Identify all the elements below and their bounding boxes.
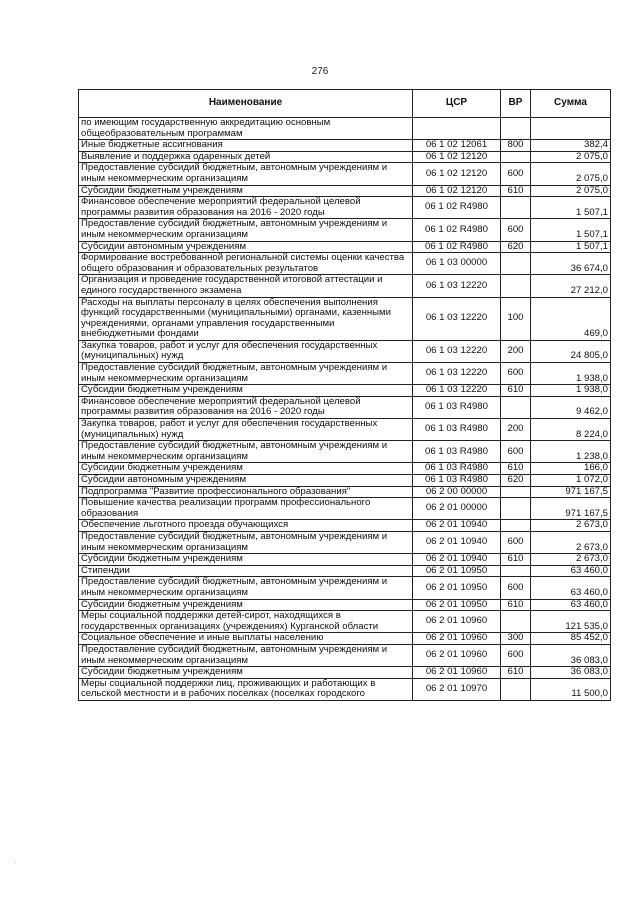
row-code-cell: 06 1 03 12220 bbox=[413, 297, 501, 340]
row-sum-cell: 2 075,0 bbox=[531, 185, 611, 197]
row-code-cell: 06 1 03 00000 bbox=[413, 253, 501, 275]
table-row bbox=[79, 633, 611, 645]
budget-table bbox=[78, 89, 611, 701]
row-name-cell: Организация и проведение государственной итоговой аттестации и единого государственного экзамена bbox=[79, 275, 413, 297]
table-row bbox=[79, 118, 611, 140]
row-vr-cell bbox=[501, 520, 531, 532]
row-name-cell: Расходы на выплаты персоналу в целях обеспечения выполнения функций государственными (муниципальными) органами, казенными учреждениями, органами управления государственными внебюджетными фондами bbox=[79, 297, 413, 340]
row-sum-cell: 2 075,0 bbox=[531, 151, 611, 163]
row-sum-cell: 63 460,0 bbox=[531, 599, 611, 611]
row-name-cell: Формирование востребованной региональной системы оценки качества общего образования и образовательных результатов bbox=[79, 253, 413, 275]
table-header-row bbox=[79, 90, 611, 118]
table-row bbox=[79, 396, 611, 418]
header-sum: Сумма bbox=[531, 90, 611, 118]
row-name-cell: Субсидии бюджетным учреждениям bbox=[79, 385, 413, 397]
row-name-cell: по имеющим государственную аккредитацию основным общеобразовательным программам bbox=[79, 118, 413, 140]
table-row bbox=[79, 486, 611, 498]
row-vr-cell: 600 bbox=[501, 644, 531, 666]
table-row bbox=[79, 554, 611, 566]
row-code-cell: 06 2 01 10940 bbox=[413, 531, 501, 553]
table-row bbox=[79, 565, 611, 577]
row-sum-cell: 85 452,0 bbox=[531, 633, 611, 645]
row-vr-cell: 610 bbox=[501, 185, 531, 197]
row-code-cell: 06 2 01 10950 bbox=[413, 565, 501, 577]
table-row bbox=[79, 363, 611, 385]
margin-mark: · bbox=[14, 858, 17, 867]
row-name-cell: Субсидии бюджетным учреждениям bbox=[79, 667, 413, 679]
row-code-cell: 06 1 02 12120 bbox=[413, 151, 501, 163]
row-code-cell: 06 1 03 R4980 bbox=[413, 396, 501, 418]
row-name-cell: Меры социальной поддержки лиц, проживающих и работающих в сельской местности и в рабочих поселках (поселках городского bbox=[79, 678, 413, 700]
row-name-cell: Предоставление субсидий бюджетным, автономным учреждениям и иным некоммерческим организациям bbox=[79, 577, 413, 599]
row-sum-cell: 36 674,0 bbox=[531, 253, 611, 275]
row-name-cell: Предоставление субсидий бюджетным, автономным учреждениям и иным некоммерческим организациям bbox=[79, 441, 413, 463]
table-row bbox=[79, 475, 611, 487]
row-vr-cell: 610 bbox=[501, 667, 531, 679]
row-code-cell: 06 1 02 R4980 bbox=[413, 219, 501, 241]
table-row bbox=[79, 275, 611, 297]
row-sum-cell: 1 938,0 bbox=[531, 385, 611, 397]
row-code-cell: 06 1 02 R4980 bbox=[413, 197, 501, 219]
row-sum-cell bbox=[531, 118, 611, 140]
row-code-cell: 06 1 03 R4980 bbox=[413, 441, 501, 463]
row-vr-cell bbox=[501, 486, 531, 498]
row-vr-cell bbox=[501, 151, 531, 163]
table-row bbox=[79, 611, 611, 633]
row-name-cell: Стипендии bbox=[79, 565, 413, 577]
row-vr-cell bbox=[501, 118, 531, 140]
header-code: ЦСР bbox=[413, 90, 501, 118]
row-sum-cell: 63 460,0 bbox=[531, 565, 611, 577]
row-vr-cell bbox=[501, 565, 531, 577]
row-sum-cell: 24 805,0 bbox=[531, 340, 611, 362]
row-name-cell: Закупка товаров, работ и услуг для обеспечения государственных (муниципальных) нужд bbox=[79, 419, 413, 441]
table-row bbox=[79, 253, 611, 275]
row-sum-cell: 36 083,0 bbox=[531, 667, 611, 679]
table-row bbox=[79, 577, 611, 599]
row-sum-cell: 8 224,0 bbox=[531, 419, 611, 441]
row-sum-cell: 971 167,5 bbox=[531, 486, 611, 498]
row-code-cell: 06 2 01 10960 bbox=[413, 644, 501, 666]
page-number: 276 bbox=[311, 66, 329, 77]
row-code-cell: 06 2 01 10950 bbox=[413, 577, 501, 599]
row-vr-cell bbox=[501, 197, 531, 219]
row-vr-cell: 800 bbox=[501, 140, 531, 152]
row-code-cell bbox=[413, 118, 501, 140]
row-name-cell: Иные бюджетные ассигнования bbox=[79, 140, 413, 152]
row-sum-cell: 1 072,0 bbox=[531, 475, 611, 487]
row-code-cell: 06 1 03 R4980 bbox=[413, 463, 501, 475]
row-sum-cell: 27 212,0 bbox=[531, 275, 611, 297]
row-name-cell: Субсидии автономным учреждениям bbox=[79, 241, 413, 253]
table-row bbox=[79, 219, 611, 241]
row-vr-cell bbox=[501, 253, 531, 275]
row-name-cell: Субсидии бюджетным учреждениям bbox=[79, 599, 413, 611]
row-name-cell: Меры социальной поддержки детей-сирот, находящихся в государственных организациях (учреждениях) Курганской области bbox=[79, 611, 413, 633]
table-row bbox=[79, 441, 611, 463]
row-vr-cell: 600 bbox=[501, 441, 531, 463]
row-code-cell: 06 1 02 12120 bbox=[413, 185, 501, 197]
table-row bbox=[79, 531, 611, 553]
row-sum-cell: 1 507,1 bbox=[531, 219, 611, 241]
row-vr-cell: 620 bbox=[501, 475, 531, 487]
row-code-cell: 06 1 02 R4980 bbox=[413, 241, 501, 253]
row-vr-cell bbox=[501, 396, 531, 418]
row-vr-cell: 610 bbox=[501, 599, 531, 611]
row-code-cell: 06 2 01 10960 bbox=[413, 667, 501, 679]
table-row bbox=[79, 498, 611, 520]
row-name-cell: Субсидии бюджетным учреждениям bbox=[79, 185, 413, 197]
table-row bbox=[79, 678, 611, 700]
row-name-cell: Субсидии бюджетным учреждениям bbox=[79, 554, 413, 566]
row-code-cell: 06 2 01 10960 bbox=[413, 611, 501, 633]
table-row bbox=[79, 297, 611, 340]
row-name-cell: Подпрограмма "Развитие профессионального образования" bbox=[79, 486, 413, 498]
table-row bbox=[79, 644, 611, 666]
table-row bbox=[79, 241, 611, 253]
row-vr-cell: 620 bbox=[501, 241, 531, 253]
row-name-cell: Предоставление субсидий бюджетным, автономным учреждениям и иным некоммерческим организациям bbox=[79, 163, 413, 185]
row-vr-cell bbox=[501, 611, 531, 633]
row-vr-cell bbox=[501, 275, 531, 297]
row-code-cell: 06 1 03 R4980 bbox=[413, 475, 501, 487]
row-code-cell: 06 2 01 10950 bbox=[413, 599, 501, 611]
row-sum-cell: 166,0 bbox=[531, 463, 611, 475]
row-name-cell: Повышение качества реализации программ профессионального образования bbox=[79, 498, 413, 520]
row-vr-cell: 600 bbox=[501, 219, 531, 241]
row-sum-cell: 9 462,0 bbox=[531, 396, 611, 418]
row-code-cell: 06 1 03 12220 bbox=[413, 275, 501, 297]
row-code-cell: 06 2 00 00000 bbox=[413, 486, 501, 498]
row-name-cell: Финансовое обеспечение мероприятий федеральной целевой программы развития образования на 2016 - 2020 годы bbox=[79, 396, 413, 418]
table-row bbox=[79, 140, 611, 152]
row-name-cell: Предоставление субсидий бюджетным, автономным учреждениям и иным некоммерческим организациям bbox=[79, 644, 413, 666]
row-sum-cell: 2 673,0 bbox=[531, 531, 611, 553]
table-row bbox=[79, 340, 611, 362]
row-name-cell: Предоставление субсидий бюджетным, автономным учреждениям и иным некоммерческим организациям bbox=[79, 531, 413, 553]
row-code-cell: 06 2 01 10940 bbox=[413, 554, 501, 566]
row-code-cell: 06 2 01 10970 bbox=[413, 678, 501, 700]
header-vr: ВР bbox=[501, 90, 531, 118]
row-vr-cell: 200 bbox=[501, 419, 531, 441]
row-vr-cell bbox=[501, 678, 531, 700]
row-sum-cell: 63 460,0 bbox=[531, 577, 611, 599]
row-vr-cell bbox=[501, 498, 531, 520]
row-name-cell: Предоставление субсидий бюджетным, автономным учреждениям и иным некоммерческим организациям bbox=[79, 363, 413, 385]
table-row bbox=[79, 185, 611, 197]
row-vr-cell: 200 bbox=[501, 340, 531, 362]
row-vr-cell: 600 bbox=[501, 531, 531, 553]
row-sum-cell: 1 938,0 bbox=[531, 363, 611, 385]
row-name-cell: Обеспечение льготного проезда обучающихся bbox=[79, 520, 413, 532]
row-sum-cell: 2 673,0 bbox=[531, 554, 611, 566]
row-name-cell: Закупка товаров, работ и услуг для обеспечения государственных (муниципальных) нужд bbox=[79, 340, 413, 362]
row-code-cell: 06 2 01 00000 bbox=[413, 498, 501, 520]
table-row bbox=[79, 419, 611, 441]
row-vr-cell: 610 bbox=[501, 385, 531, 397]
row-name-cell: Выявление и поддержка одаренных детей bbox=[79, 151, 413, 163]
header-name: Наименование bbox=[79, 90, 413, 118]
row-sum-cell: 11 500,0 bbox=[531, 678, 611, 700]
row-code-cell: 06 1 03 R4980 bbox=[413, 419, 501, 441]
row-sum-cell: 36 083,0 bbox=[531, 644, 611, 666]
row-name-cell: Предоставление субсидий бюджетным, автономным учреждениям и иным некоммерческим организациям bbox=[79, 219, 413, 241]
row-sum-cell: 121 535,0 bbox=[531, 611, 611, 633]
row-sum-cell: 1 238,0 bbox=[531, 441, 611, 463]
row-vr-cell: 610 bbox=[501, 463, 531, 475]
row-name-cell: Субсидии бюджетным учреждениям bbox=[79, 463, 413, 475]
row-code-cell: 06 1 02 12061 bbox=[413, 140, 501, 152]
row-code-cell: 06 1 03 12220 bbox=[413, 363, 501, 385]
table-row bbox=[79, 163, 611, 185]
row-name-cell: Субсидии автономным учреждениям bbox=[79, 475, 413, 487]
row-code-cell: 06 1 03 12220 bbox=[413, 385, 501, 397]
row-sum-cell: 469,0 bbox=[531, 297, 611, 340]
table-row bbox=[79, 667, 611, 679]
table-row bbox=[79, 463, 611, 475]
row-vr-cell: 300 bbox=[501, 633, 531, 645]
table-row bbox=[79, 520, 611, 532]
row-name-cell: Финансовое обеспечение мероприятий федеральной целевой программы развития образования на 2016 - 2020 годы bbox=[79, 197, 413, 219]
table-row bbox=[79, 599, 611, 611]
row-vr-cell: 600 bbox=[501, 363, 531, 385]
row-sum-cell: 382,4 bbox=[531, 140, 611, 152]
row-vr-cell: 600 bbox=[501, 577, 531, 599]
table-row bbox=[79, 385, 611, 397]
row-sum-cell: 1 507,1 bbox=[531, 197, 611, 219]
row-code-cell: 06 2 01 10960 bbox=[413, 633, 501, 645]
row-sum-cell: 2 673,0 bbox=[531, 520, 611, 532]
row-sum-cell: 971 167,5 bbox=[531, 498, 611, 520]
row-code-cell: 06 2 01 10940 bbox=[413, 520, 501, 532]
table-body bbox=[79, 118, 611, 701]
row-vr-cell: 600 bbox=[501, 163, 531, 185]
table-row bbox=[79, 151, 611, 163]
row-sum-cell: 2 075,0 bbox=[531, 163, 611, 185]
row-code-cell: 06 1 03 12220 bbox=[413, 340, 501, 362]
row-name-cell: Социальное обеспечение и иные выплаты населению bbox=[79, 633, 413, 645]
row-sum-cell: 1 507,1 bbox=[531, 241, 611, 253]
table-row bbox=[79, 197, 611, 219]
row-code-cell: 06 1 02 12120 bbox=[413, 163, 501, 185]
row-vr-cell: 610 bbox=[501, 554, 531, 566]
row-vr-cell: 100 bbox=[501, 297, 531, 340]
